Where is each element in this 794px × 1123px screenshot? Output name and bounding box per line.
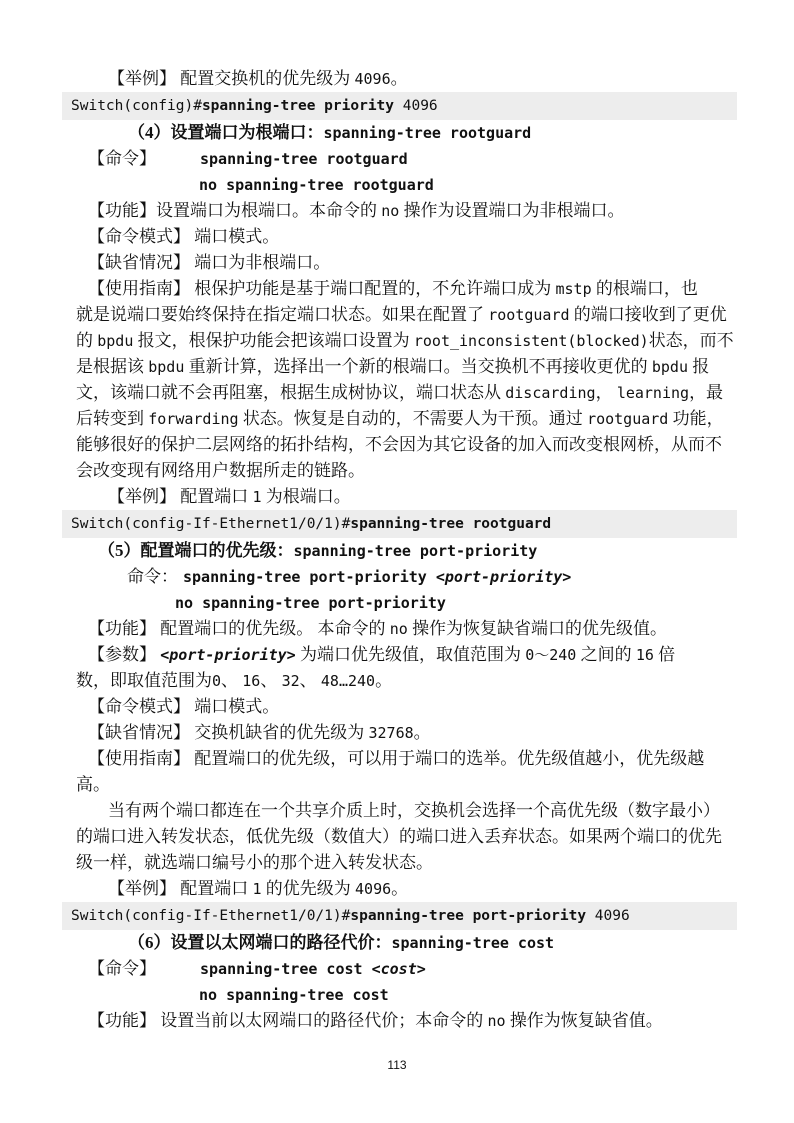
text-segment: 、 — [299, 671, 321, 690]
text-segment: 的端口进入转发状态，低优先级（数值大）的端口进入丢弃状态。如果两个端口的优先 — [76, 827, 722, 846]
text-segment: root_inconsistent(blocked) — [413, 332, 649, 350]
text-segment: Switch(config)# — [71, 98, 202, 114]
page-footer — [0, 1058, 794, 1072]
doc-line — [76, 772, 720, 798]
doc-line — [128, 930, 720, 956]
text-segment: 操作为恢复缺省端口的优先级值。 — [407, 619, 668, 638]
text-segment: 32 — [281, 672, 300, 690]
doc-line — [76, 668, 720, 694]
text-segment: 的端口接收到了更优 — [569, 305, 727, 324]
text-segment: 倍 — [653, 645, 676, 664]
text-segment: spanning-tree port-priority — [293, 542, 538, 560]
text-segment: （4）设置端口为根端口： — [128, 123, 324, 142]
text-segment: 1 — [252, 488, 262, 506]
doc-line — [108, 876, 720, 902]
doc-line — [76, 850, 720, 876]
text-segment: 16 — [635, 646, 654, 664]
doc-line — [88, 642, 720, 668]
doc-line — [88, 224, 720, 250]
text-segment: 1 — [252, 880, 262, 898]
text-segment: 【命令】 — [88, 149, 156, 168]
doc-line — [76, 302, 727, 328]
text-segment: 会改变现有网络用户数据所走的链路。 — [76, 461, 365, 480]
text-segment: 操作为恢复缺省值。 — [505, 1011, 663, 1030]
text-segment: 【缺省情况】 交换机缺省的优先级为 — [88, 723, 369, 742]
text-segment: 、 — [221, 671, 243, 690]
text-segment: 的根端口，也 — [591, 279, 698, 298]
text-segment: 重新计算，选择出一个新的根端口。当交换机不再接收更优的 — [184, 357, 652, 376]
text-segment: 【命令模式】 端口模式。 — [88, 227, 280, 246]
text-segment: 命令： — [127, 567, 178, 586]
text-segment: 16 — [242, 672, 261, 690]
text-segment: 为根端口。 — [261, 487, 351, 506]
doc-line — [88, 276, 720, 302]
text-segment: Switch(config-If-Ethernet1/0/1)# — [71, 908, 351, 924]
text-segment: 当有两个端口都连在一个共享介质上时，交换机会选择一个高优先级（数字最小） — [108, 801, 720, 820]
text-segment: 0 — [212, 672, 222, 690]
text-segment: no — [487, 1012, 506, 1030]
text-segment: 后转变到 — [76, 409, 149, 428]
text-segment: bpdu — [651, 358, 688, 376]
text-segment: 【举例】 配置端口 — [108, 487, 253, 506]
text-segment: 数，即取值范围为 — [76, 671, 212, 690]
text-segment: spanning-tree cost — [200, 960, 372, 978]
doc-line — [76, 328, 734, 354]
doc-line — [88, 956, 720, 982]
text-segment: 。 — [375, 671, 393, 690]
doc-line — [175, 590, 720, 616]
text-segment: 【使用指南】 配置端口的优先级，可以用于端口的选举。优先级值越小，优先级越 — [88, 749, 705, 768]
page-number: 113 — [387, 1058, 407, 1072]
doc-line — [108, 66, 720, 92]
text-segment: 【功能】 配置端口的优先级。 本命令的 — [88, 619, 390, 638]
doc-line — [88, 198, 720, 224]
doc-line — [88, 146, 720, 172]
text-segment: 【功能】设置端口为根端口。本命令的 — [88, 201, 382, 220]
doc-line — [88, 720, 720, 746]
text-segment: bpdu — [148, 358, 185, 376]
text-segment: 是根据该 — [76, 357, 149, 376]
text-segment: <port-priority> — [160, 646, 296, 664]
text-segment: no — [381, 202, 400, 220]
text-segment: 【使用指南】 根保护功能是基于端口配置的，不允许端口成为 — [88, 279, 556, 298]
text-segment: no — [389, 620, 408, 638]
text-segment: 0～240 — [525, 646, 577, 664]
text-segment: 【参数】 — [88, 645, 161, 664]
doc-line — [88, 1008, 720, 1034]
text-segment: 【举例】 配置端口 — [108, 879, 253, 898]
text-segment: 32768 — [368, 724, 414, 742]
doc-line — [76, 354, 720, 380]
text-segment: forwarding — [148, 410, 239, 428]
text-segment: spanning-tree rootguard — [350, 516, 552, 532]
text-segment: rootguard — [587, 410, 669, 428]
doc-line — [88, 250, 720, 276]
text-segment: 操作为设置端口为非根端口。 — [399, 201, 625, 220]
text-segment: <port-priority> — [435, 568, 572, 586]
doc-line — [128, 120, 720, 146]
text-segment: rootguard — [488, 306, 570, 324]
text-segment: 就是说端口要始终保持在指定端口状态。如果在配置了 — [76, 305, 489, 324]
text-segment: spanning-tree port-priority — [183, 568, 436, 586]
text-segment: learning — [616, 384, 690, 402]
text-segment: 报 — [688, 357, 710, 376]
text-segment: spanning-tree rootguard — [323, 124, 532, 142]
text-segment: <cost> — [371, 960, 426, 978]
doc-line — [76, 406, 724, 432]
code-line — [62, 92, 737, 120]
text-segment: 4096 — [394, 98, 438, 114]
text-segment: mstp — [555, 280, 592, 298]
text-segment: 报文，根保护功能会把该端口设置为 — [133, 331, 414, 350]
text-segment: spanning-tree priority — [201, 98, 395, 114]
text-segment: 4096 — [354, 70, 391, 88]
text-segment: 高。 — [76, 775, 110, 794]
text-segment: 功能， — [668, 409, 724, 428]
text-segment: （5）配置端口的优先级： — [98, 541, 294, 560]
doc-line — [98, 538, 720, 564]
text-segment: no spanning-tree cost — [199, 986, 389, 1004]
doc-line — [108, 484, 720, 510]
doc-line — [88, 616, 720, 642]
doc-line — [76, 380, 724, 406]
text-segment: ， — [595, 383, 617, 402]
text-segment: 4096 — [586, 908, 630, 924]
text-segment: discarding — [505, 384, 596, 402]
code-line — [62, 902, 737, 930]
text-segment: spanning-tree rootguard — [200, 150, 408, 168]
text-segment: spanning-tree cost — [391, 934, 555, 952]
doc-line — [88, 694, 720, 720]
text-segment: 。 — [390, 69, 408, 88]
text-segment: spanning-tree port-priority — [350, 908, 587, 924]
text-segment: 【举例】 配置交换机的优先级为 — [108, 69, 355, 88]
text-segment: ，最 — [689, 383, 724, 402]
doc-line — [199, 172, 720, 198]
text-segment: 之间的 — [576, 645, 636, 664]
text-segment: 状态。恢复是自动的，不需要人为干预。通过 — [238, 409, 588, 428]
doc-line — [76, 432, 720, 458]
text-segment: 【缺省情况】 端口为非根端口。 — [88, 253, 331, 272]
text-segment: 的优先级为 — [261, 879, 356, 898]
doc-line — [76, 824, 720, 850]
text-segment: 文，该端口就不会再阻塞，根据生成树协议，端口状态从 — [76, 383, 506, 402]
text-segment: 。 — [413, 723, 431, 742]
doc-line — [76, 458, 720, 484]
text-segment: bpdu — [97, 332, 134, 350]
code-line — [62, 510, 737, 538]
text-segment: 能够很好的保护二层网络的拓扑结构，不会因为其它设备的加入而改变根网桥，从而不 — [76, 435, 722, 454]
text-segment: 【命令模式】 端口模式。 — [88, 697, 280, 716]
text-segment: Switch(config-If-Ethernet1/0/1)# — [71, 516, 351, 532]
text-segment: 48…240 — [320, 672, 376, 690]
text-segment: 级一样，就选端口编号小的那个进入转发状态。 — [76, 853, 433, 872]
text-segment: 状态，而不 — [648, 331, 734, 350]
doc-line — [199, 982, 720, 1008]
doc-line — [88, 746, 720, 772]
doc-line — [108, 798, 720, 824]
text-segment: 。 — [391, 879, 409, 898]
text-segment: no spanning-tree rootguard — [199, 176, 434, 194]
doc-line — [127, 564, 720, 590]
text-segment: （6）设置以太网端口的路径代价： — [128, 933, 392, 952]
text-segment: 4096 — [355, 880, 392, 898]
text-segment: 的 — [76, 331, 98, 350]
text-segment: 【命令】 — [88, 959, 156, 978]
text-segment: 为端口优先级值，取值范围为 — [295, 645, 526, 664]
text-segment: 、 — [260, 671, 282, 690]
text-segment: 【功能】 设置当前以太网端口的路径代价；本命令的 — [88, 1011, 488, 1030]
text-segment: no spanning-tree port-priority — [175, 594, 446, 612]
